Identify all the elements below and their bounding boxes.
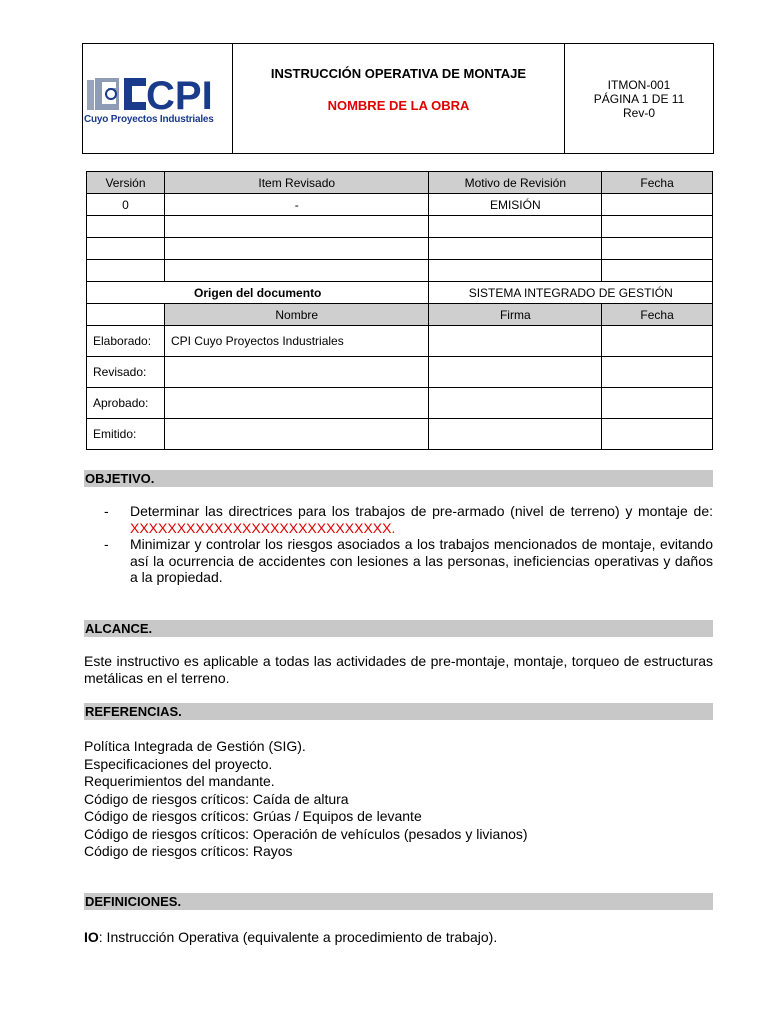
definition-text: : Instrucción Operativa (equivalente a procedimiento de trabajo). xyxy=(98,929,498,945)
sign-row xyxy=(87,388,713,419)
table-cell: EMISIÓN xyxy=(429,194,602,216)
table-cell: 0 xyxy=(87,194,165,216)
document-title: INSTRUCCIÓN OPERATIVA DE MONTAJE xyxy=(270,66,527,81)
sign-label: Aprobado: xyxy=(87,388,165,419)
table-row xyxy=(87,238,713,260)
list-item: Política Integrada de Gestión (SIG). xyxy=(84,738,306,754)
list-item: Especificaciones del proyecto. xyxy=(84,755,273,772)
col-header: Motivo de Revisión xyxy=(429,172,602,194)
table-cell xyxy=(602,260,713,282)
table-row xyxy=(87,194,713,216)
table-cell xyxy=(429,326,602,357)
sign-row xyxy=(87,419,713,450)
bullet-marker: - xyxy=(104,536,109,552)
list-item: Código de riesgos críticos: Caída de altura xyxy=(84,790,349,807)
sign-row xyxy=(87,357,713,388)
table-cell xyxy=(87,238,165,260)
table-cell xyxy=(602,216,713,238)
company-logo xyxy=(83,44,233,153)
sign-label: Elaborado: xyxy=(87,326,165,357)
alcance-text: Este instructivo es aplicable a todas las actividades de pre-montaje, montaje, torqueo de estructuras metálicas en el terreno. xyxy=(84,653,713,686)
list-item: Código de riesgos críticos: Grúas / Equipos de levante xyxy=(84,808,422,824)
cpi-logo-icon xyxy=(86,72,230,114)
table-cell xyxy=(602,326,713,357)
table-row xyxy=(87,216,713,238)
bullet-marker: - xyxy=(104,503,109,519)
origin-value: SISTEMA INTEGRADO DE GESTIÓN xyxy=(429,282,713,304)
table-cell xyxy=(602,388,713,419)
table-header-row xyxy=(87,172,713,194)
document-code: ITMON-001 xyxy=(607,78,671,92)
table-cell xyxy=(164,238,428,260)
table-cell xyxy=(602,357,713,388)
table-cell: - xyxy=(164,194,428,216)
header-title-cell xyxy=(233,44,565,153)
placeholder-text: XXXXXXXXXXXXXXXXXXXXXXXXXXXX. xyxy=(130,519,396,536)
objetivo-list xyxy=(84,503,713,586)
document-header xyxy=(82,43,714,154)
sign-name xyxy=(164,388,428,419)
list-item xyxy=(84,503,713,536)
col-header: Nombre xyxy=(164,304,428,326)
sign-header-row xyxy=(87,304,713,326)
table-cell xyxy=(429,260,602,282)
table-cell xyxy=(87,216,165,238)
list-item xyxy=(84,536,713,586)
section-heading-alcance: ALCANCE. xyxy=(84,620,713,637)
section-heading-objetivo: OBJETIVO. xyxy=(84,470,713,487)
table-cell xyxy=(429,216,602,238)
origin-row xyxy=(87,282,713,304)
col-header: Fecha xyxy=(602,172,713,194)
table-cell xyxy=(429,419,602,450)
col-header: Fecha xyxy=(602,304,713,326)
revision-label: Rev-0 xyxy=(622,106,655,120)
section-heading-definiciones: DEFINICIONES. xyxy=(84,893,713,910)
table-cell xyxy=(429,238,602,260)
table-cell xyxy=(429,388,602,419)
list-item-text: Minimizar y controlar los riesgos asociados a los trabajos mencionados de montaje, evitando así la ocurrencia de accidentes con lesiones a las personas, ineficiencias operativas y daños a la propiedad. xyxy=(130,536,713,585)
col-header: Firma xyxy=(429,304,602,326)
project-name: NOMBRE DE LA OBRA xyxy=(327,98,470,113)
table-cell xyxy=(602,238,713,260)
table-cell xyxy=(429,357,602,388)
list-item-text xyxy=(130,503,713,536)
table-cell xyxy=(164,260,428,282)
col-header: Item Revisado xyxy=(164,172,428,194)
sign-name xyxy=(164,357,428,388)
table-cell xyxy=(87,304,165,326)
definition-item xyxy=(84,929,713,946)
table-cell xyxy=(602,419,713,450)
origin-label: Origen del documento xyxy=(87,282,429,304)
header-info-cell xyxy=(565,44,713,153)
revision-table xyxy=(86,171,713,450)
table-cell xyxy=(164,216,428,238)
sign-label: Revisado: xyxy=(87,357,165,388)
section-heading-referencias: REFERENCIAS. xyxy=(84,703,713,720)
list-item: Código de riesgos críticos: Operación de vehículos (pesados y livianos) xyxy=(84,825,528,842)
sign-label: Emitido: xyxy=(87,419,165,450)
list-item: Requerimientos del mandante. xyxy=(84,773,275,789)
logo-text: CPI xyxy=(146,74,213,114)
page-number: PÁGINA 1 DE 11 xyxy=(593,92,685,106)
sign-name: CPI Cuyo Proyectos Industriales xyxy=(164,326,428,357)
referencias-list xyxy=(84,738,713,861)
table-row xyxy=(87,260,713,282)
col-header: Versión xyxy=(87,172,165,194)
objetivo-text: Determinar las directrices para los trabajos de pre-armado (nivel de terreno) y montaje de: xyxy=(130,503,713,519)
list-item: Código de riesgos críticos: Rayos xyxy=(84,843,293,859)
table-cell xyxy=(602,194,713,216)
sign-row xyxy=(87,326,713,357)
logo-caption: Cuyo Proyectos Industriales xyxy=(84,114,214,125)
definition-term: IO xyxy=(84,929,99,945)
table-cell xyxy=(87,260,165,282)
sign-name xyxy=(164,419,428,450)
